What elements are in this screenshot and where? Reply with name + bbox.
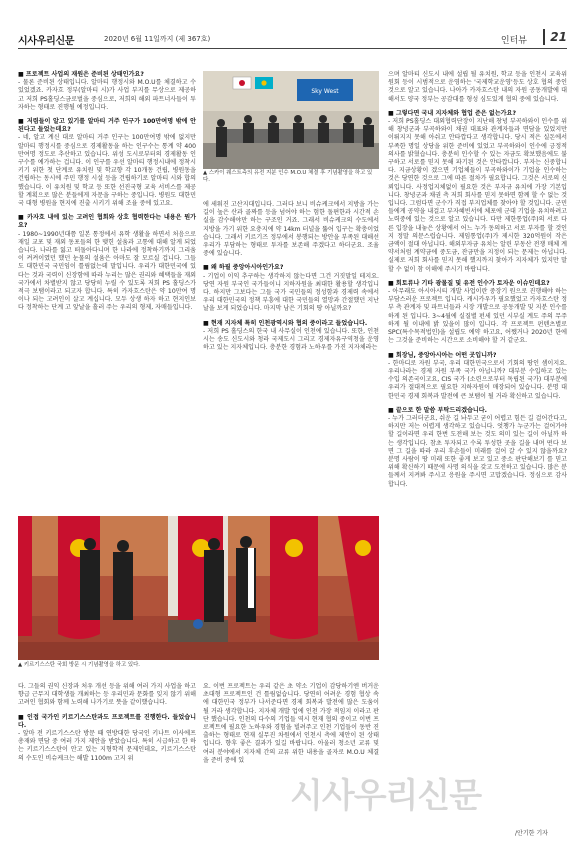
- section-label: 인터뷰: [500, 36, 527, 46]
- reporter-signature: /안기한 기자: [515, 830, 548, 837]
- interview-answer: - 한마디로 자원 부국, 우리 대한민국으로서 기회의 땅인 셈이지요. 우리나라는 경제 자원 부족 국가 아닙니까? 대부분 수입하고 있는 수입 의존국이고요, CIS 국가 (소련으로부터 독립된 국가) 대부분에 우리가 절대적으로 필요한 지하자원이 매장되어 있습니다. 분명 대한민국 경제 회복과 발전에 큰 보탬이 될 거라 확신하고 있습니다.: [388, 359, 567, 400]
- article-paragraph: [388, 110, 567, 274]
- signing-ceremony-photo: [203, 71, 379, 169]
- article-paragraph: [203, 320, 379, 353]
- interview-answer: - 물론 준비된 상태입니다. 알마티 행정시와 M.O.U를 체결하고 수 있었겠죠. 카자흐 정부(알마티 시)가 사업 부지를 무상으로 제공하고 저희 PS홀딩스금로벌을 중심으로, 저희의 해외 파트너사들이 투자하는 형태로 진행될 예정입니다.: [18, 79, 196, 111]
- article-paragraph: [388, 71, 567, 104]
- interview-question: ■ 저렴들이 알고 있기를 알마티 거주 인구가 100만여명 밖에 안된다고 들었는데요?: [18, 118, 196, 134]
- parliament-visit-photo: [18, 516, 379, 660]
- interview-question: ■ 끝으로 한 말씀 부탁드리겠습니다.: [388, 406, 487, 414]
- interview-question: ■ 왜 하필 중앙아시아인가요?: [203, 264, 284, 272]
- article-paragraph: [203, 264, 379, 313]
- interview-question: ■ 프로젝트 사업의 재원은 준비된 상태인가요?: [18, 71, 144, 78]
- interview-question: ■ 회토류나 기타 광물질 및 유전 인수가 토자운 이슈인데요?: [388, 279, 550, 287]
- signing-photo-caption: ▲ 스카이 웨스트측의 유전 지분 인수 M.O.U 체결 후 기념촬영을 하고 있다.: [203, 170, 373, 183]
- interview-answer: - 아무래도 아시아시티 개발 사업이란 중장기 원으로 진행해야 하는 부담스러운 프로젝트 입니다. 캐시카우가 필요했었고 카자흐스탄 정부 측 관계자 및 파트너들과 시장 개발으로 공동개발 및 지분 인수를 하게 된 입니다. 3~4월에 실질별 펀세 있던 시부실 계도 주의 무주하게 될 이내에 밝 있을이 많이 입니다. 각 프로젝트 펀텐츠별로 SPC(특수목적법인)을 설립도 예약 하고요, 어쨌거나 2020년 한에는 그것을 준비하는 시간으로 소비해야 할 거 같군요.: [388, 288, 567, 345]
- interview-answer: - 1980~1990년대쯤 일본 통정에서 유학 생활을 하면서 처음으로 재일 교포 및 재외 동포들의 한 맺힌 설움과 고통에 대해 알게 되었습니다. 나라를 잃고 떠돌아다니며 한 나라에 정착하기까지 그리움이 켜켜이였던 했던 눈물의 설움은 아마도 잘 모르실 겁니다. 그들도 대한민국 국민임이 틀림없는데 말입니다. 우리가 대한민국에 있다는 것과 국력이 신장함에 따라 누리는 많은 권리와 혜택들을 재외 국가에서 차별받지 않고 당당히 누릴 수 있도록 저희 PS 홀딩스가 적극 보탬이라고 되고자 합니다. 특히 카자흐스탄은 약 10만여 명이나 되는 고려인이 살고 계십니다. 모두 상생 하자 하고 현지인보다 정착하는 단계 고 앞날을 흘러 주는 우리의 형제, 자매들입니다.: [18, 230, 196, 312]
- column-1-lower: [18, 683, 196, 769]
- interview-answer: 으며 알마티 신도시 내에 설립 될 유치원, 학교 등을 인천시 교육위원회 등이 시범적으로 운영하는 '국제학교운영'등도 상호 협의 중인 것으로 알고 있습니다. 나아가 카자흐스탄 내의 자원 공동개발에 대해서도 양국 정부는 공감대를 형성 심도있게 협의 중에 있습니다.: [388, 71, 567, 103]
- interview-answer: - 앞마 전 키르기스스탄 방문 때 연방대한 당국인 키나트 이사에프 총재와 면담 중 여러 가지 제안을 받았습니다. 특히 시급하고 한 하는 키르기스스탄이 안고 있는 지형학적 문제인데요, 키르기스스탄의 수도인 비슈케크는 해발 1100m 고지 위: [18, 730, 196, 762]
- masthead: [18, 30, 567, 49]
- newspaper-brand: 시사우리신문: [18, 36, 75, 47]
- interview-answer: 다. 그들의 권익 신장과 처우 개선 등을 위해 여러 가지 사업을 하고 향급 근무지 대학생들 개최하는 등 우리민과 문화를 잊지 않기 위해 고려인 협회와 함께 노력해 나가기로 뜻을 같이했습니다.: [18, 683, 196, 707]
- article-paragraph: [203, 683, 379, 765]
- interview-question: ■ 인접 국가인 키르기스스탄과도 프로젝트를 진행한다. 들었습니다.: [18, 713, 196, 729]
- interview-answer: - 기업이 이익 추구하는 생각하지 않는다면 그건 거짓말일 테지요. 당연 자원 부국인 국가들이니 지하자원을 최대한 활용할 생각입니다. 하지만 그보다는 그들 국가 국민들의 정성함과 경제력 속에서 우리 대한민국의 정책 부흥에 대한 국민들의 열망과 간절했던 지난날을 보게 되었습니다. 마지막 남은 기회의 땅 아닐까요?: [203, 272, 379, 313]
- interview-question: ■ 카자흐 내에 있는 고려인 협회와 상호 협력한다는 내용은 뭔가요?: [18, 214, 196, 230]
- issue-date: 2020년 6월 11일까지 (제 367호): [104, 35, 211, 43]
- article-paragraph: [18, 214, 196, 312]
- interview-answer: 요. 이번 프로젝트는 우리 같은 초 약소 기업이 감당하기엔 버거운 초대형 프로젝트인 건 틀림없습니다. 당연히 어려운 경험 협상 속에 대한민국 정부가 나서준다면 경제 회복과 발전에 많은 도움이 될 거라 생각합니다. 지자체 개발 업에 인천 가장 적임지 이라고 판단 했습니다. 인천의 다수의 기업들 역시 현재 협의 중이고 이번 프로젝트에 필요한 노하우와 경험을 빌려주고 인천 기업들이 동반 진출하는 형태로 현재 실무진 차원에서 인천시 측에 제안이 된 상태입니다. 향후 좋은 결과가 있길 바랍니다. 아울러 청소년 교류 및 여러 분야에서 지자체 간의 교류 위한 내용을 골자로 M.O.U 체결을 준비 중에 있: [203, 683, 379, 764]
- interview-answer: - 저희 PS홀딩스 대외협력단장이 지난해 창녕 부곡하와이 인수를 위해 창녕군과 부곡하와이 채권 대표와 관계자들과 면담을 있었지만 이뤄지지 못해 아쉬고 안타깝다고 생각합니다. 당시 적은 실돈에서 부족한 명일 상당을 위한 준비에 있었고 부곡하와이 인수에 긍정적 의사를 밝혔습니다. 충분히 인수할 수 있는 자금도 확보했음에도 불구하고 서로를 믿지 못해 파기된 것은 안타깝니다. 부자는 신중합니다. 지금상황이 겠으면 기업체들이 부곡하와이가 기업을 인수하는 것은 당연한 것으로 그에 따른 절차가 필요합니다. 그것은 서로의 신뢰입니다. 사정업지체없이 필요한 것은 부자규 유치에 가장 기본입니다. 창녕군과 채권 측 저희 회사를 믿지 못하면 함께 할 수 없는 것입니다. 그럼다면 군수가 직접 부지업체를 찾아야 할 것입니다. 군민들에게 공약을 내걸고 부자혜빈서에 체포에 군대 기업을 유치하려고 노력중에 있는 것으로 알고 있습니다. 다만 제한통업(주)의 서로 다른 입장을 내놓은 상황에서 어느 누가 동의하고 서로 부자를 할 것인지 정말 의문스럽습니다. 제임통업(주)가 제시한 320억원이 작은 금액이 절대 아닙니다. 해외부자금 유치는 알린 부동산 전쟁 매체 계약서처럼 계약금에 중도금, 잔금만을 지정이 되는 문제는 아닙니다. 실제로 저희 회사를 믿지 못해 했지까지 찾아가 지자체가 있지만 말할 수 없이 참 이해에 주시기 바랍니다.: [388, 118, 567, 273]
- column-1-upper: [18, 71, 196, 319]
- interview-answer: - 네, 알고 계신 대로 알마티 거주 인구는 100만여명 밖에 없지만 알마티 행정시를 중심으로 경제활동을 하는 인구수는 통계 약 400만여명 정도로 추산하고 있습니다. 위성 도시로부터의 경제활동 인구수를 예가하는 겁니다. 이 인구를 우선 알마티 행정시내에 정착시키기 위한 첫 단계로 유치원 및 학교향 각 10개동 건립, 병원동을 건립하는 동시에 주민 행정 시설 등을 건립하기로 알마티 시와 합의했습니다. 이 유치원 및 학교 등 또한 선진국형 교육 서비스를 제공할 계획으로 많은 분들에게 자문을 구하는 중입니다. 병원도 대한민국 대형 병원을 현지에 진출 시키기 위해 조율 중에 있고요.: [18, 134, 196, 208]
- article-paragraph: [388, 407, 567, 489]
- column-2-upper: [203, 201, 379, 358]
- photo-overlay-text: Sky West: [311, 88, 339, 95]
- page-separator: [543, 29, 545, 45]
- article-paragraph: [18, 683, 196, 708]
- article-paragraph: [388, 280, 567, 346]
- article-paragraph: [203, 201, 379, 258]
- column-2-lower: [203, 683, 379, 771]
- article-paragraph: [388, 352, 567, 401]
- article-paragraph: [18, 118, 196, 208]
- signing-ceremony-image: [203, 71, 379, 169]
- column-3: [388, 71, 567, 495]
- interview-question: ■ 현재 지자체 특히 인천광역시와 협의 중이라고 들었습니다.: [203, 319, 368, 327]
- article-paragraph: [18, 714, 196, 763]
- page-number: 21: [550, 30, 567, 44]
- interview-question: ■ 그렇다면 국내 지자체와 협업 준은 없는가요?: [388, 109, 516, 117]
- parliament-photo-caption: ▲ 키르기스스탄 국회 방문 시 기념촬영을 하고 있다.: [18, 662, 141, 668]
- interview-answer: - 저희 PS 홀딩스의 한국 내 사무실이 인천에 있습니다. 또한, 인천시는 송도 신도시와 청라 국제도시 그리고 경제자유구역청을 운영하고 있는 지자체입니다. 충분한 경험과 노하우를 가진 지자체라는: [203, 327, 379, 352]
- interview-answer: 에 세워진 고산지대입니다. 그러다 보니 비슈케크에서 지방을 가는 길이 높은 산과 골짜를 등을 넘어야 하는 험한 돌편한과 시간적 손실을 감수해야만 하는 구조인 거죠. 그래서 비슈케크의 수도에서 지방을 가기 위한 요충지에 약 14km 터널을 뚫어 입구는 확충이었습니다. 그래서 키르기즈 정부에서 봉행되는 방안을 부족된 대해선 우리가 부담하는 형태로 투자를 보존해 주겠다고 하더군요. 조율 중에 있습니다.: [203, 201, 379, 258]
- watermark-text: 시사우리신문: [290, 776, 482, 816]
- interview-answer: - 누가 그러더군요, 쉬운 길 놔두고 굳이 어렵고 힘든 길 걸어간다고, 하지만 저는 어렵게 생각하고 있습니다. 엇챙가 누군가는 걸어가야 할 길이라면 우리 한번 도전해 보는 것도 의미 있는 길이 아닐까 하는 생각입니다. 참초 투자되고 수록 투성한 곳을 길을 내며 떤다 보면 그 길을 따라 우리 후손들이 미래를 걸어 갈 수 있지 않을까요? 분명 사람이 땅 미래 또한 좋게 보고 있고 중소 판단해보기 를 믿고 위해 확신하기 때문에 사명 의식을 갖고 도전하고 있습니다. 많은 분들께서 지켜봐 주시고 응원을 주시면 고맙겠습니다. 정심으로 감사합니다.: [388, 414, 567, 488]
- interview-question: ■ 회장님, 중앙아시아는 어떤 곳입니까?: [388, 351, 497, 359]
- article-paragraph: [18, 71, 196, 112]
- parliament-visit-image: [18, 516, 379, 660]
